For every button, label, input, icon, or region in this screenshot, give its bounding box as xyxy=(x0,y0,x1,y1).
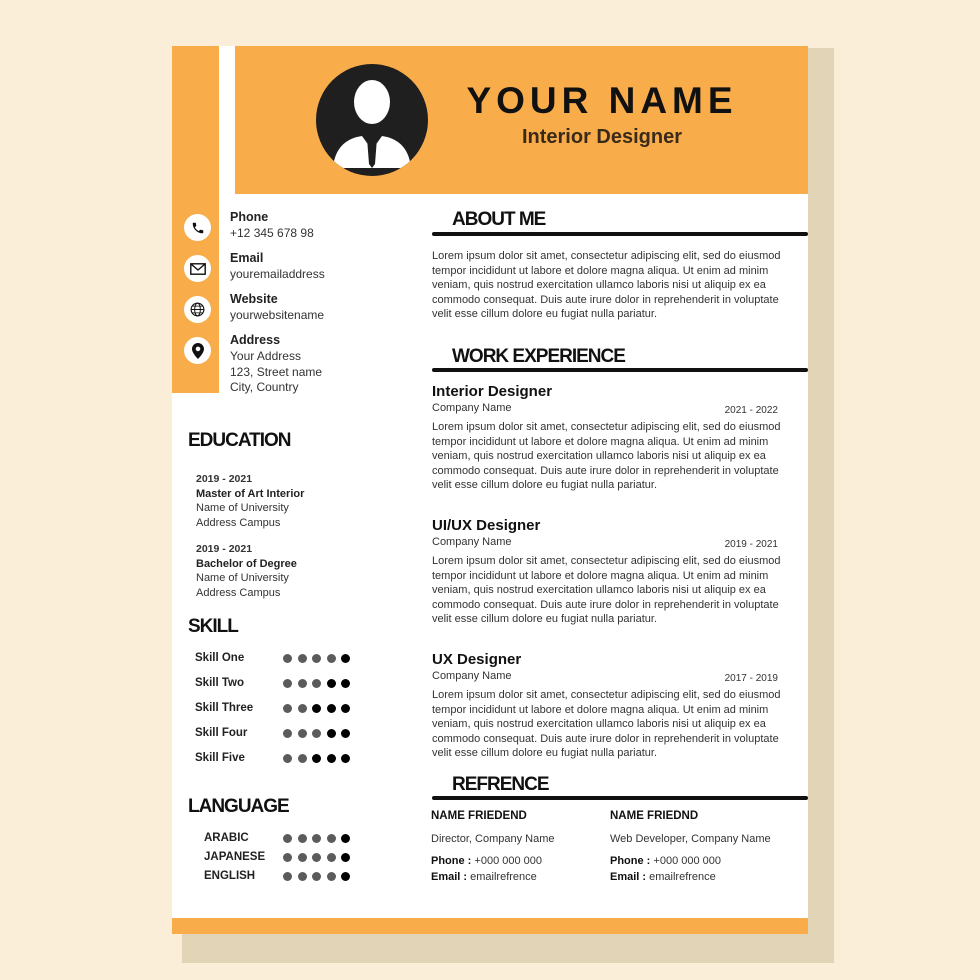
rating-dot-filled xyxy=(341,754,350,763)
skill-row-name: Skill Two xyxy=(195,677,244,689)
education-school: Name of University xyxy=(196,572,289,584)
skill-row-name: Skill One xyxy=(195,652,245,664)
rating-dot-filled xyxy=(341,853,350,862)
rating-dot-filled xyxy=(341,729,350,738)
rating-dot xyxy=(298,679,307,688)
job-title: UI/UX Designer xyxy=(432,517,541,534)
rating-dots xyxy=(283,729,350,738)
job-company: Company Name xyxy=(432,536,512,548)
rating-dot xyxy=(298,729,307,738)
work-experience-rule xyxy=(432,368,808,372)
rating-dot xyxy=(283,729,292,738)
rating-dots xyxy=(283,654,350,663)
rating-dot xyxy=(298,704,307,713)
phone-label: Phone : xyxy=(431,855,472,867)
reference-phone-row xyxy=(431,855,542,867)
rating-dots xyxy=(283,834,350,843)
about-text: Lorem ipsum dolor sit amet, consectetur adipiscing elit, sed do eiusmod tempor incididunt ut labore et dolore magna aliqua. Ut enim ad minim veniam, quis nostrud exercitation ullamco laboris nisi ut aliquip ex ea commodo consequat. Duis aute irure dolor in reprehenderit in voluptate velit esse cillum dolore eu fugiat nulla pariatur. xyxy=(432,250,781,320)
reference-email: emailrefrence xyxy=(470,871,537,883)
rating-dot xyxy=(312,679,321,688)
skill-row xyxy=(195,702,355,716)
contact-value: youremailaddress xyxy=(230,267,325,281)
rating-dot-filled xyxy=(327,704,336,713)
reference-email: emailrefrence xyxy=(649,871,716,883)
rating-dot xyxy=(327,654,336,663)
reference-phone-row xyxy=(610,855,721,867)
skill-row-name: Skill Four xyxy=(195,727,248,739)
phone-icon xyxy=(184,214,211,241)
job-description: Lorem ipsum dolor sit amet, consectetur adipiscing elit, sed do eiusmod tempor incididunt ut labore et dolore magna aliqua. Ut enim ad minim veniam, quis nostrud exercitation ullamco laboris nisi ut aliquip ex ea commodo consequat. Duis aute irure dolor in reprehenderit in voluptate velit esse cillum dolore eu fugiat nulla pariatur. xyxy=(432,689,781,759)
job-years: 2017 - 2019 xyxy=(724,673,778,684)
reference-rule xyxy=(432,796,808,800)
rating-dot xyxy=(283,872,292,881)
education-years: 2019 - 2021 xyxy=(196,543,253,555)
language-row-name: ARABIC xyxy=(204,832,249,844)
job-years: 2021 - 2022 xyxy=(724,405,778,416)
reference-email-row xyxy=(610,871,716,883)
education-school: Name of University xyxy=(196,502,289,514)
rating-dot xyxy=(327,834,336,843)
address-line: City, Country xyxy=(230,380,299,394)
globe-icon xyxy=(184,296,211,323)
contact-label: Email xyxy=(230,251,264,265)
skill-row xyxy=(195,727,355,741)
resume-name: YOUR NAME xyxy=(466,80,738,121)
rating-dot xyxy=(283,754,292,763)
resume-page xyxy=(172,46,808,934)
rating-dot-filled xyxy=(327,754,336,763)
skill-heading: SKILL xyxy=(188,616,238,637)
language-row-name: JAPANESE xyxy=(204,851,266,863)
avatar xyxy=(316,64,428,176)
rating-dot xyxy=(298,834,307,843)
language-row-name: ENGLISH xyxy=(204,870,256,882)
rating-dot xyxy=(327,853,336,862)
rating-dots xyxy=(283,872,350,881)
education-degree: Master of Art Interior xyxy=(196,487,305,500)
bottom-band xyxy=(172,918,808,934)
rating-dot-filled xyxy=(341,704,350,713)
skill-row xyxy=(195,752,355,766)
rating-dot xyxy=(298,754,307,763)
email-label: Email : xyxy=(431,871,468,883)
rating-dots xyxy=(283,679,350,688)
skill-row-name: Skill Five xyxy=(195,752,245,764)
rating-dot-filled xyxy=(312,754,321,763)
person-icon xyxy=(316,64,428,176)
rating-dot xyxy=(312,729,321,738)
job-description: Lorem ipsum dolor sit amet, consectetur adipiscing elit, sed do eiusmod tempor incididunt ut labore et dolore magna aliqua. Ut enim ad minim veniam, quis nostrud exercitation ullamco laboris nisi ut aliquip ex ea commodo consequat. Duis aute irure dolor in reprehenderit in voluptate velit esse cillum dolore eu fugiat nulla pariatur. xyxy=(432,555,781,625)
rating-dot xyxy=(283,834,292,843)
rating-dot xyxy=(283,654,292,663)
job-title: Interior Designer xyxy=(432,383,553,400)
job-company: Company Name xyxy=(432,402,512,414)
rating-dot-filled xyxy=(341,654,350,663)
rating-dot-filled xyxy=(341,834,350,843)
envelope-icon xyxy=(184,255,211,282)
education-campus: Address Campus xyxy=(196,586,281,599)
rating-dot xyxy=(298,872,307,881)
contact-label: Phone xyxy=(230,210,269,224)
reference-card xyxy=(431,810,621,890)
language-row xyxy=(204,870,354,884)
contact-label: Address xyxy=(230,333,281,347)
job-title: UX Designer xyxy=(432,651,522,668)
address-line: 123, Street name xyxy=(230,364,323,379)
reference-position: Director, Company Name xyxy=(431,833,555,845)
rating-dot-filled xyxy=(341,679,350,688)
rating-dot xyxy=(312,853,321,862)
language-heading: LANGUAGE xyxy=(188,796,289,817)
job-years: 2019 - 2021 xyxy=(724,539,778,550)
email-label: Email : xyxy=(610,871,647,883)
rating-dot xyxy=(312,872,321,881)
rating-dot xyxy=(283,679,292,688)
rating-dot xyxy=(327,872,336,881)
education-heading: EDUCATION xyxy=(188,430,291,451)
rating-dot-filled xyxy=(327,679,336,688)
education-years: 2019 - 2021 xyxy=(196,473,253,485)
rating-dot xyxy=(283,853,292,862)
reference-phone: +000 000 000 xyxy=(474,855,543,867)
reference-position: Web Developer, Company Name xyxy=(610,833,771,845)
rating-dot-filled xyxy=(327,729,336,738)
skill-row xyxy=(195,677,355,691)
rating-dot xyxy=(298,853,307,862)
contact-label: Website xyxy=(230,292,278,306)
job-company: Company Name xyxy=(432,670,512,682)
rating-dot xyxy=(312,834,321,843)
address-line: Your Address xyxy=(230,349,301,363)
skill-row-name: Skill Three xyxy=(195,702,254,714)
education-campus: Address Campus xyxy=(196,516,281,529)
job-description: Lorem ipsum dolor sit amet, consectetur adipiscing elit, sed do eiusmod tempor incididunt ut labore et dolore magna aliqua. Ut enim ad minim veniam, quis nostrud exercitation ullamco laboris nisi ut aliquip ex ea commodo consequat. Duis aute irure dolor in reprehenderit in voluptate velit esse cillum dolore eu fugiat nulla pariatur. xyxy=(432,421,781,491)
rating-dots xyxy=(283,754,350,763)
skill-row xyxy=(195,652,355,666)
reference-name: NAME FRIEDEND xyxy=(431,810,527,822)
rating-dots xyxy=(283,853,350,862)
rating-dot xyxy=(312,654,321,663)
education-item xyxy=(196,542,297,600)
phone-label: Phone : xyxy=(610,855,651,867)
location-pin-icon xyxy=(184,337,211,364)
rating-dot-filled xyxy=(341,872,350,881)
rating-dots xyxy=(283,704,350,713)
language-row xyxy=(204,832,354,846)
resume-job-title: Interior Designer xyxy=(521,126,683,148)
reference-email-row xyxy=(431,871,537,883)
work-experience-heading: WORK EXPERIENCE xyxy=(452,346,625,367)
reference-name: NAME FRIEDND xyxy=(610,810,699,822)
rating-dot-filled xyxy=(312,704,321,713)
language-row xyxy=(204,851,354,865)
contact-value: yourwebsitename xyxy=(230,308,325,322)
rating-dot xyxy=(283,704,292,713)
about-heading: ABOUT ME xyxy=(452,209,546,230)
contact-value: +12 345 678 98 xyxy=(230,226,314,240)
contact-value xyxy=(230,349,322,396)
about-rule xyxy=(432,232,808,236)
reference-phone: +000 000 000 xyxy=(653,855,722,867)
reference-card xyxy=(610,810,800,890)
reference-heading: REFRENCE xyxy=(452,774,549,795)
education-item xyxy=(196,472,304,530)
education-degree: Bachelor of Degree xyxy=(196,557,297,570)
rating-dot xyxy=(298,654,307,663)
